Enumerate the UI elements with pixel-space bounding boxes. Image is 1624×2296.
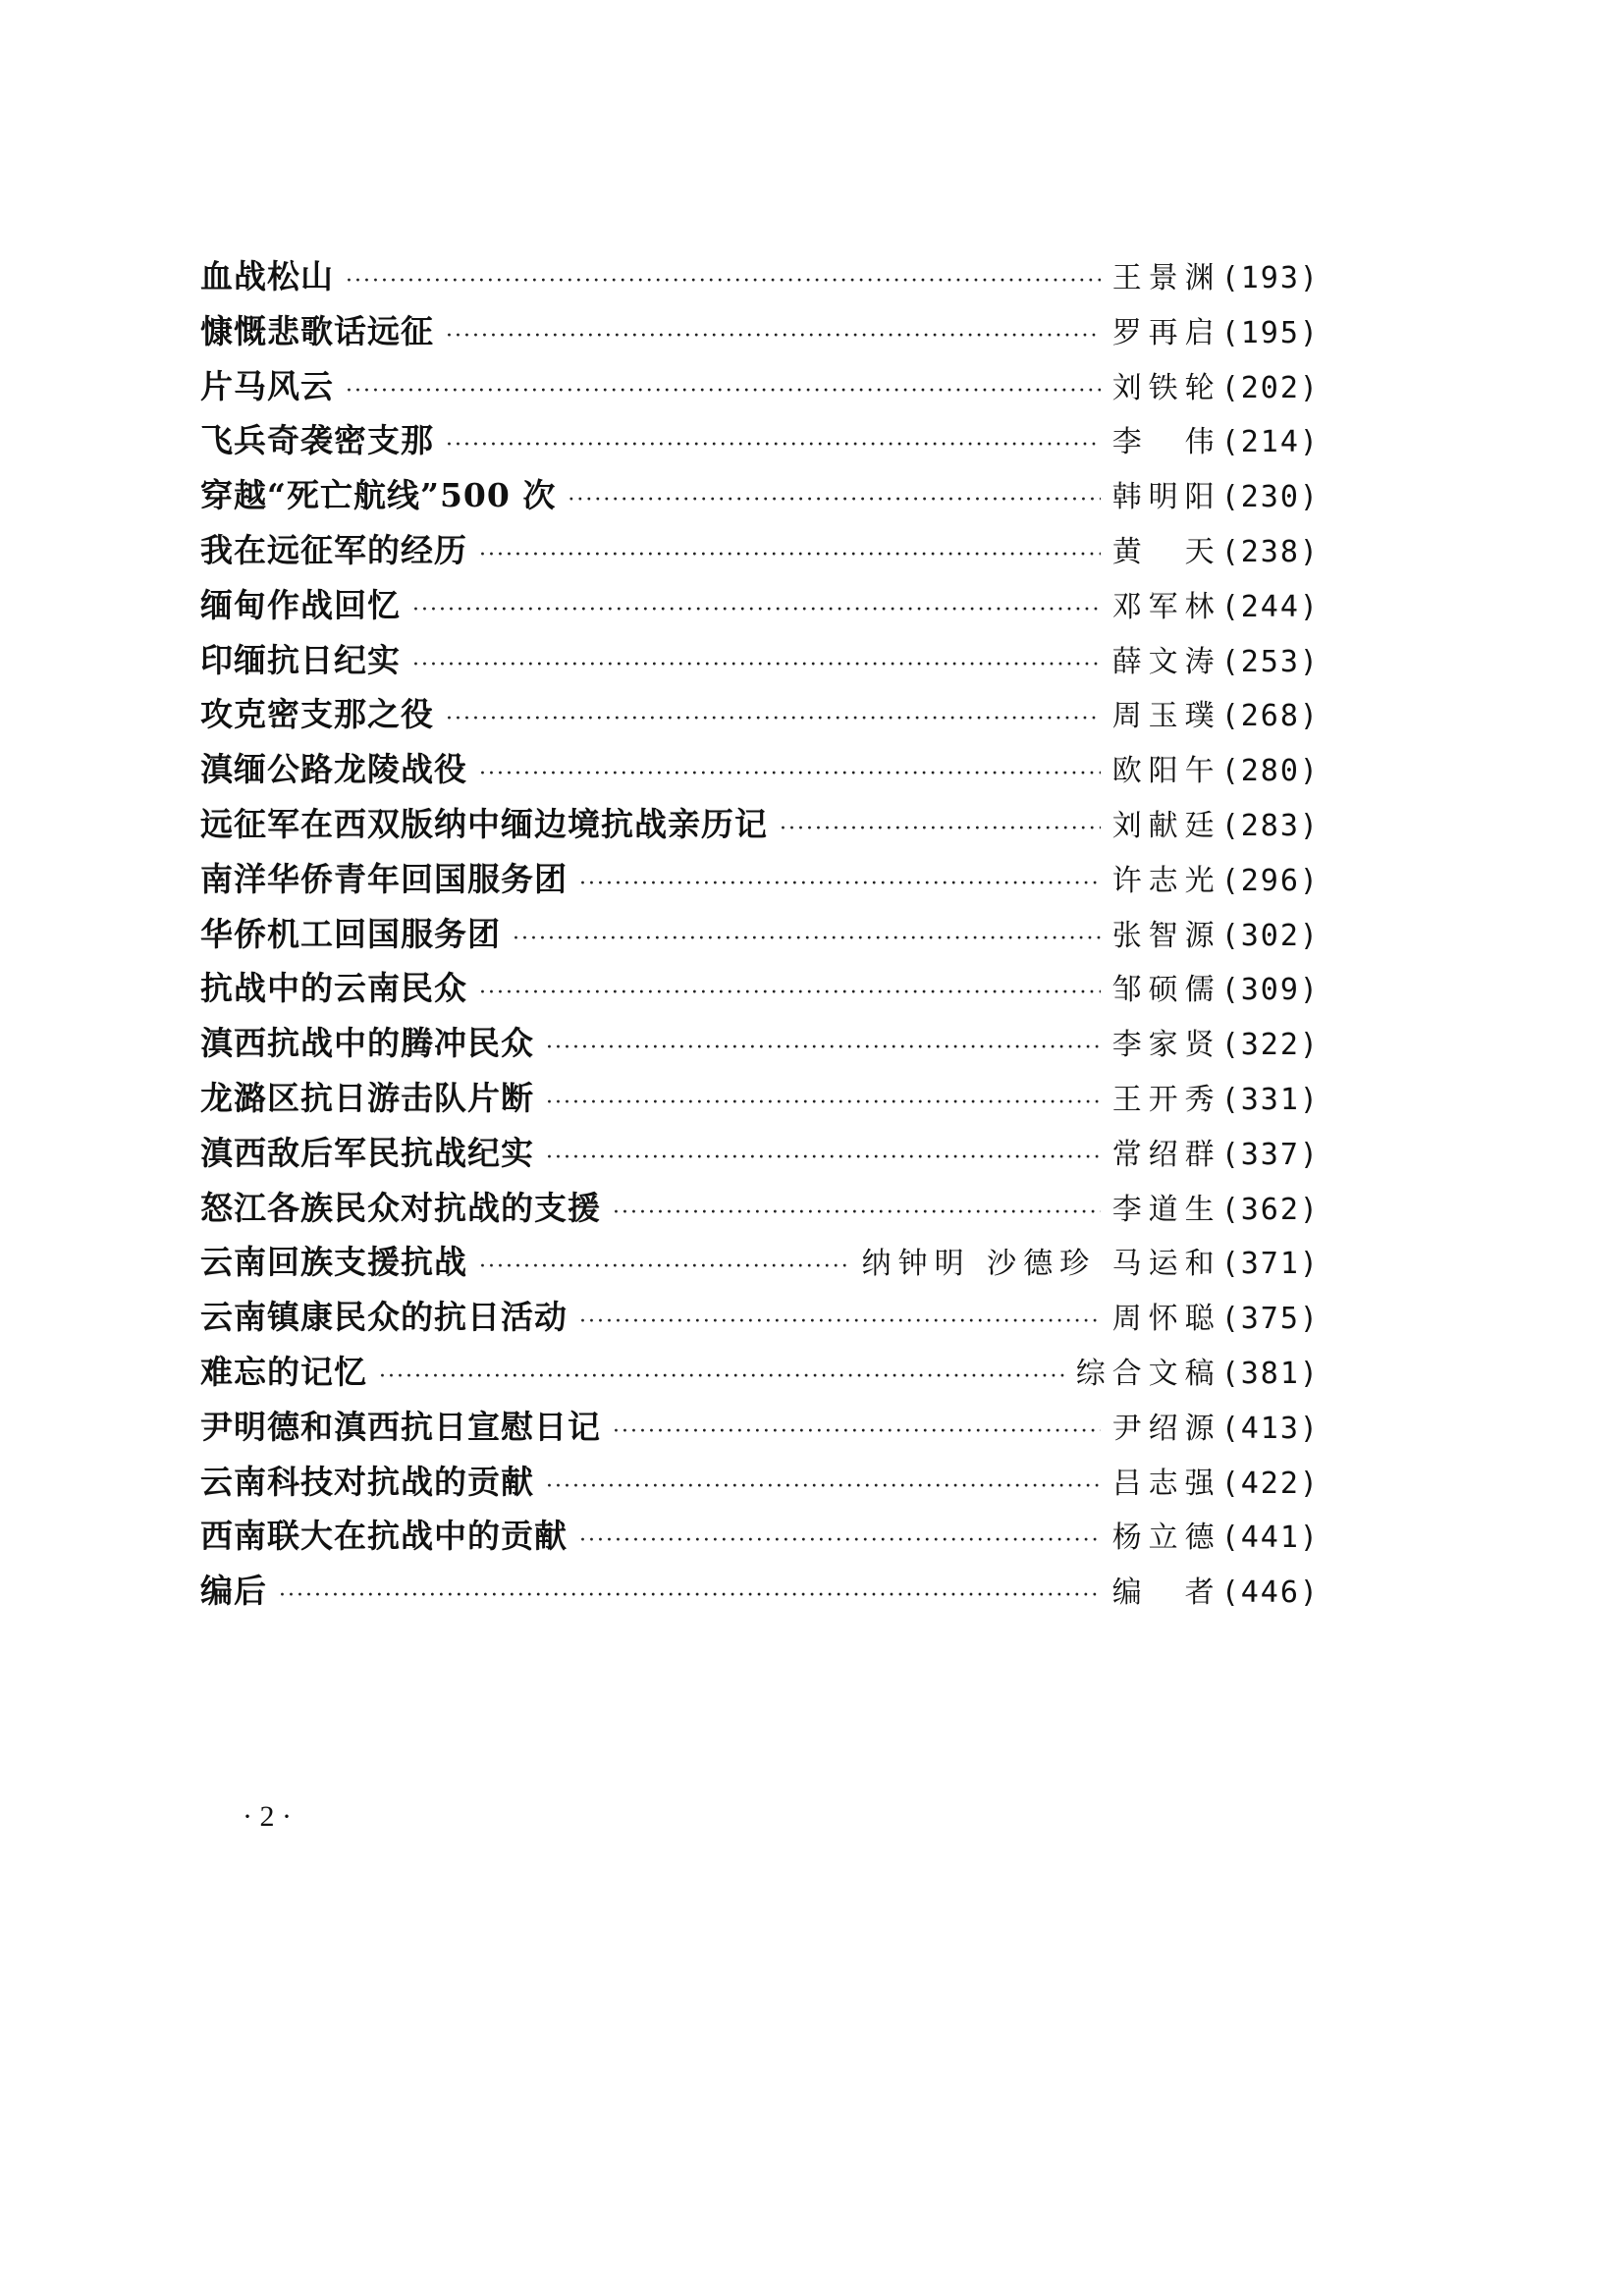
entry-page-number: (422) [1220, 1466, 1320, 1501]
toc-entry [200, 1181, 1320, 1236]
toc-entry [200, 687, 1320, 742]
toc-entry [200, 633, 1320, 688]
toc-entry [200, 1016, 1320, 1071]
entry-page-number: (253) [1220, 644, 1320, 679]
entry-title: 抗战中的云南民众 [200, 969, 467, 1008]
entry-author: 周玉璞 [1111, 699, 1221, 734]
entry-title: 印缅抗日纪实 [200, 640, 401, 679]
entry-author: 李家贤 [1111, 1028, 1221, 1063]
toc-entry [200, 304, 1320, 359]
toc-entry [200, 1509, 1320, 1564]
toc-entry [200, 1400, 1320, 1455]
entry-author: 张智源 [1111, 918, 1221, 953]
entry-author: 尹绍源 [1111, 1411, 1221, 1446]
entry-page-number: (280) [1220, 754, 1320, 789]
entry-title: 飞兵奇袭密支那 [200, 421, 434, 460]
page-number: · 2 · [243, 1800, 292, 1833]
entry-title: 我在远征军的经历 [200, 530, 467, 569]
toc-entry [200, 1071, 1320, 1126]
toc-entry [200, 742, 1320, 797]
entry-page-number: (413) [1220, 1411, 1320, 1446]
dot-leader [579, 1295, 1101, 1350]
dot-leader [479, 1240, 850, 1295]
dot-leader [279, 1569, 1101, 1624]
entry-page-number: (195) [1220, 315, 1320, 350]
dot-leader [379, 1350, 1064, 1405]
toc-entry [200, 1564, 1320, 1619]
toc-entry [200, 249, 1320, 304]
entry-title: 滇西抗战中的腾冲民众 [200, 1024, 534, 1063]
entry-page-number: (381) [1220, 1356, 1320, 1391]
entry-page-number: (331) [1220, 1082, 1320, 1117]
entry-title: 攻克密支那之役 [200, 695, 434, 734]
entry-author: 韩明阳 [1111, 480, 1221, 515]
toc-entries [200, 249, 1320, 1619]
entry-author: 刘铁轮 [1111, 370, 1221, 405]
entry-page-number: (322) [1220, 1028, 1320, 1063]
toc-entry [200, 1235, 1320, 1290]
entry-title: 滇西敌后军民抗战纪实 [200, 1133, 534, 1172]
entry-page-number: (309) [1220, 973, 1320, 1008]
dot-leader [479, 966, 1101, 1021]
entry-author: 吕志强 [1111, 1466, 1221, 1501]
toc-entry [200, 1455, 1320, 1510]
entry-author: 王景渊 [1111, 261, 1221, 295]
entry-author: 邓军林 [1111, 589, 1221, 624]
entry-page-number: (214) [1220, 425, 1320, 460]
dot-leader [546, 1131, 1101, 1186]
entry-title: 片马风云 [200, 366, 334, 405]
dot-leader [568, 473, 1100, 528]
toc-entry [200, 852, 1320, 907]
entry-page-number: (375) [1220, 1302, 1320, 1337]
entry-author: 纳钟明 沙德珍 马运和 [861, 1247, 1221, 1282]
entry-title: 难忘的记忆 [200, 1352, 367, 1391]
toc-entry [200, 359, 1320, 414]
dot-leader [446, 418, 1101, 473]
entry-page-number: (302) [1220, 918, 1320, 953]
entry-author: 编 者 [1111, 1575, 1221, 1611]
entry-author: 王开秀 [1111, 1082, 1221, 1117]
entry-author: 黄 天 [1111, 534, 1221, 569]
entry-title: 编后 [200, 1572, 267, 1611]
dot-leader [446, 692, 1101, 747]
entry-author: 李 伟 [1111, 425, 1221, 460]
dot-leader [546, 1076, 1101, 1131]
dot-leader [346, 364, 1101, 419]
entry-title: 慷慨悲歌话远征 [200, 311, 434, 350]
toc-entry [200, 797, 1320, 852]
toc-entry [200, 1345, 1320, 1400]
entry-title: 云南回族支援抗战 [200, 1243, 467, 1282]
entry-page-number: (446) [1220, 1575, 1320, 1611]
dot-leader [513, 912, 1101, 967]
toc-entry [200, 907, 1320, 962]
dot-leader [546, 1460, 1101, 1515]
entry-page-number: (441) [1220, 1521, 1320, 1556]
dot-leader [479, 528, 1101, 583]
entry-title: 缅甸作战回忆 [200, 585, 401, 624]
entry-page-number: (202) [1220, 370, 1320, 405]
dot-leader [780, 802, 1101, 857]
entry-author: 罗再启 [1111, 315, 1221, 350]
dot-leader [479, 747, 1101, 802]
entry-author: 周怀聪 [1111, 1302, 1221, 1337]
entry-author: 许志光 [1111, 863, 1221, 898]
entry-author: 刘献廷 [1111, 808, 1221, 843]
dot-leader [613, 1186, 1101, 1241]
table-of-contents [200, 249, 1320, 1619]
dot-leader [346, 254, 1101, 309]
entry-author: 综合文稿 [1075, 1356, 1221, 1391]
entry-page-number: (337) [1220, 1137, 1320, 1172]
toc-entry [200, 1126, 1320, 1181]
dot-leader [546, 1021, 1101, 1076]
entry-title: 远征军在西双版纳中缅边境抗战亲历记 [200, 804, 768, 843]
toc-entry [200, 1290, 1320, 1345]
entry-page-number: (268) [1220, 699, 1320, 734]
entry-author: 常绍群 [1111, 1137, 1221, 1172]
toc-entry [200, 413, 1320, 468]
entry-title: 滇缅公路龙陵战役 [200, 750, 467, 789]
entry-title: 血战松山 [200, 257, 334, 295]
entry-title: 华侨机工回国服务团 [200, 914, 501, 953]
entry-author: 杨立德 [1111, 1521, 1221, 1556]
entry-title: 尹明德和滇西抗日宣慰日记 [200, 1407, 601, 1446]
entry-page-number: (296) [1220, 863, 1320, 898]
entry-page-number: (230) [1220, 480, 1320, 515]
entry-page-number: (362) [1220, 1192, 1320, 1227]
toc-entry [200, 961, 1320, 1016]
entry-page-number: (283) [1220, 808, 1320, 843]
entry-title: 云南镇康民众的抗日活动 [200, 1298, 568, 1337]
toc-entry [200, 523, 1320, 578]
entry-page-number: (371) [1220, 1247, 1320, 1282]
dot-leader [412, 583, 1101, 638]
entry-author: 薛文涛 [1111, 644, 1221, 679]
dot-leader [412, 638, 1101, 693]
entry-title: 龙潞区抗日游击队片断 [200, 1078, 534, 1117]
entry-page-number: (244) [1220, 589, 1320, 624]
entry-author: 欧阳午 [1111, 754, 1221, 789]
dot-leader [579, 857, 1101, 912]
entry-title: 怒江各族民众对抗战的支援 [200, 1188, 601, 1227]
toc-entry [200, 468, 1320, 523]
entry-title: 西南联大在抗战中的贡献 [200, 1517, 568, 1556]
entry-title: 穿越“死亡航线”500 次 [200, 476, 557, 515]
entry-title: 云南科技对抗战的贡献 [200, 1462, 534, 1501]
toc-entry [200, 578, 1320, 633]
dot-leader [613, 1405, 1101, 1460]
entry-author: 李道生 [1111, 1192, 1221, 1227]
entry-page-number: (193) [1220, 261, 1320, 295]
dot-leader [579, 1514, 1101, 1569]
entry-title: 南洋华侨青年回国服务团 [200, 859, 568, 898]
dot-leader [446, 309, 1101, 364]
entry-author: 邹硕儒 [1111, 973, 1221, 1008]
entry-page-number: (238) [1220, 534, 1320, 569]
